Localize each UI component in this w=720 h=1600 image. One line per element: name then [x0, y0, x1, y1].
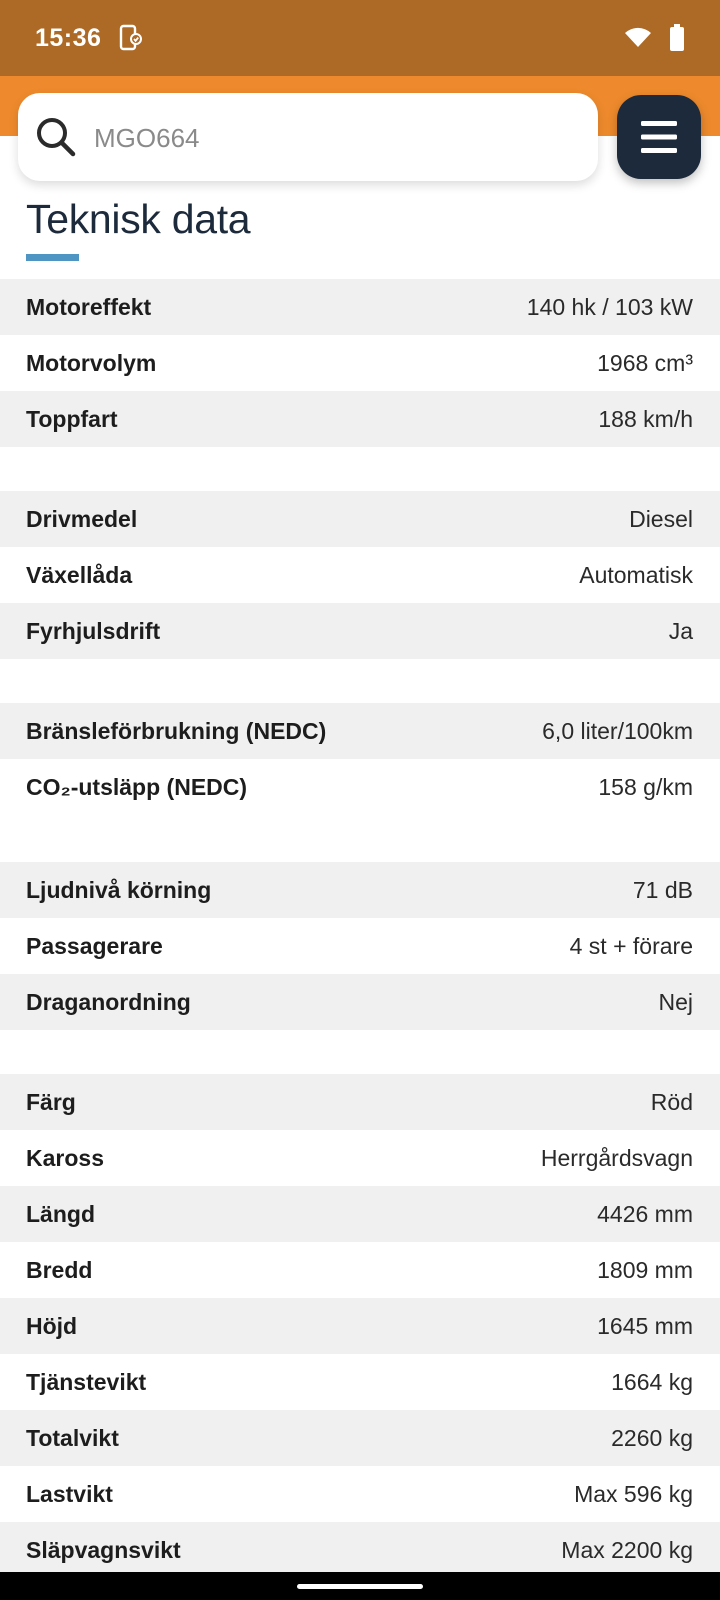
spec-value: Herrgårdsvagn — [540, 1144, 693, 1171]
spec-value: 1664 kg — [611, 1368, 693, 1395]
spec-label: Draganordning — [26, 988, 191, 1015]
spec-value: 1968 cm³ — [597, 349, 693, 376]
spec-label: Motorvolym — [26, 349, 157, 376]
wifi-icon — [624, 25, 652, 49]
spec-label: Släpvagnsvikt — [26, 1536, 181, 1563]
spec-label: Bränsleförbrukning (NEDC) — [26, 717, 327, 744]
hamburger-menu-icon — [641, 120, 677, 154]
spec-row-motoreffekt — [0, 279, 720, 335]
spec-row-vaxellada — [0, 547, 720, 603]
spec-label: Ljudnivå körning — [26, 876, 212, 903]
search-icon — [34, 115, 78, 159]
spec-row-motorvolym — [0, 335, 720, 391]
spec-value: Röd — [650, 1088, 693, 1115]
spec-label: Lastvikt — [26, 1480, 113, 1507]
spec-row-ljudniva — [0, 862, 720, 918]
spec-value: 140 hk / 103 kW — [526, 293, 693, 320]
search-input[interactable] — [92, 111, 576, 165]
spec-label: Färg — [26, 1088, 76, 1115]
spec-row-totalvikt — [0, 1410, 720, 1466]
spec-row-slapvagnsvikt — [0, 1522, 720, 1578]
spec-label: Drivmedel — [26, 505, 138, 532]
spec-row-toppfart — [0, 391, 720, 447]
spec-value: Automatisk — [579, 561, 693, 588]
spec-value: 158 g/km — [598, 773, 693, 800]
spec-label: Längd — [26, 1200, 95, 1227]
phone-sync-icon — [118, 24, 144, 52]
spec-label: Kaross — [26, 1144, 104, 1171]
spec-value: 1645 mm — [597, 1312, 693, 1339]
spec-value: Max 596 kg — [574, 1480, 693, 1507]
home-indicator[interactable] — [297, 1584, 423, 1589]
spec-label: Växellåda — [26, 561, 133, 588]
spec-label: Toppfart — [26, 405, 118, 432]
status-time: 15:36 — [35, 24, 102, 52]
spec-label: Totalvikt — [26, 1424, 119, 1451]
spec-row-bredd — [0, 1242, 720, 1298]
status-bar — [0, 0, 720, 76]
spec-row-langd — [0, 1186, 720, 1242]
page-title: Teknisk data — [26, 196, 251, 242]
spec-value: 4426 mm — [597, 1200, 693, 1227]
spec-row-bransleforbrukning — [0, 703, 720, 759]
battery-icon — [669, 24, 685, 51]
spec-row-lastvikt — [0, 1466, 720, 1522]
spec-label: Motoreffekt — [26, 293, 152, 320]
spec-label: Bredd — [26, 1256, 93, 1283]
spec-value: Diesel — [629, 505, 693, 532]
spec-value: 188 km/h — [598, 405, 693, 432]
spec-row-fyrhjulsdrift — [0, 603, 720, 659]
spec-value: 6,0 liter/100km — [542, 717, 693, 744]
spec-label: CO₂-utsläpp (NEDC) — [26, 773, 248, 800]
search-box[interactable] — [18, 93, 598, 181]
spec-row-kaross — [0, 1130, 720, 1186]
spec-row-co2-utslapp — [0, 759, 720, 815]
menu-button[interactable] — [617, 95, 701, 179]
spec-row-draganordning — [0, 974, 720, 1030]
spec-value: Ja — [668, 617, 693, 644]
spec-row-hojd — [0, 1298, 720, 1354]
spec-value: 71 dB — [632, 876, 693, 903]
spec-value: 4 st + förare — [569, 932, 693, 959]
spec-row-farg — [0, 1074, 720, 1130]
title-underline — [26, 254, 79, 261]
spec-value: 1809 mm — [597, 1256, 693, 1283]
spec-label: Passagerare — [26, 932, 163, 959]
spec-label: Höjd — [26, 1312, 78, 1339]
spec-value: Nej — [658, 988, 693, 1015]
spec-row-tjanstevikt — [0, 1354, 720, 1410]
spec-row-drivmedel — [0, 491, 720, 547]
spec-value: Max 2200 kg — [561, 1536, 693, 1563]
spec-value: 2260 kg — [611, 1424, 693, 1451]
spec-label: Fyrhjulsdrift — [26, 617, 161, 644]
spec-label: Tjänstevikt — [26, 1368, 147, 1395]
spec-row-passagerare — [0, 918, 720, 974]
